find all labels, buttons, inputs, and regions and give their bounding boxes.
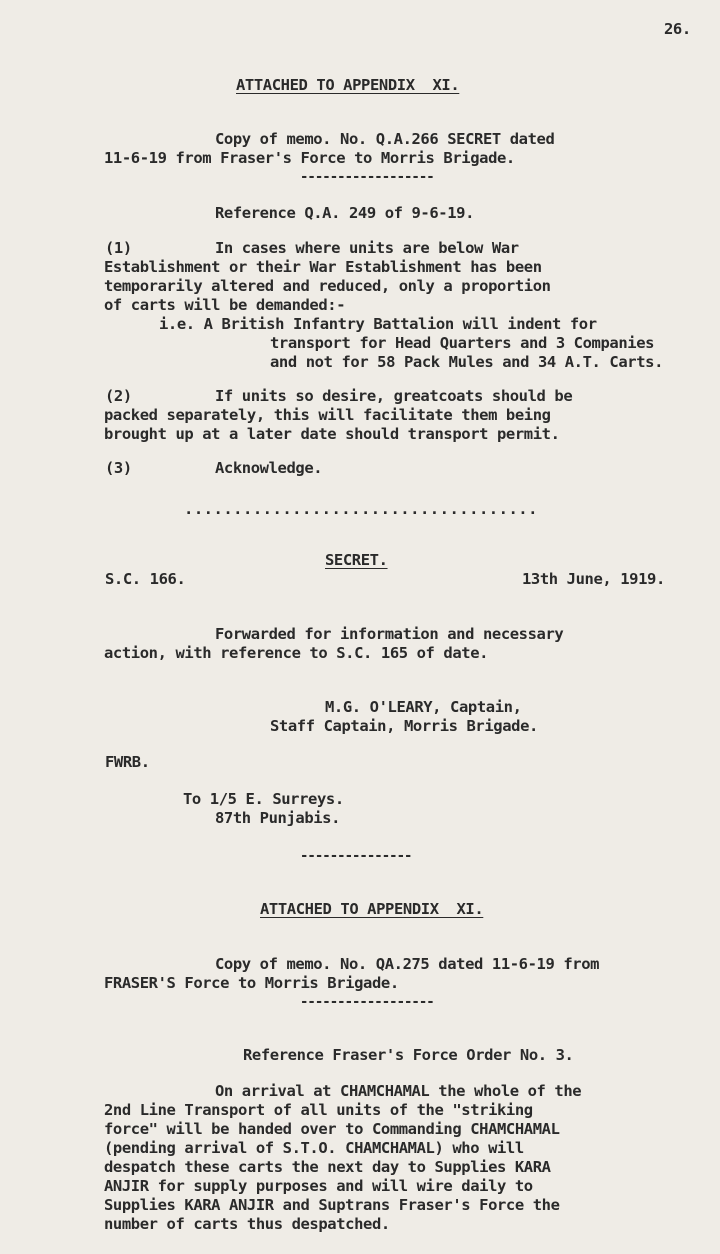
section2-fwrb: FWRB. xyxy=(105,753,150,771)
section2-to-line1: To 1/5 E. Surreys. xyxy=(183,790,344,808)
section3-body-line7: Supplies KARA ANJIR and Suptrans Fraser's Force the xyxy=(104,1196,560,1214)
section3-rule: ------------------ xyxy=(300,994,434,1010)
section3-reference: Reference Fraser's Force Order No. 3. xyxy=(243,1046,574,1064)
section2-signature-line1: M.G. O'LEARY, Captain, xyxy=(325,698,522,716)
section1-dotted-rule: .................................... xyxy=(184,500,538,518)
section1-p1-ie-line2: transport for Head Quarters and 3 Companies xyxy=(270,334,655,352)
section2-rule: --------------- xyxy=(300,848,412,864)
section2-to-line2: 87th Punjabis. xyxy=(215,809,341,827)
page-number: 26. xyxy=(664,20,691,38)
section2-body-line1: Forwarded for information and necessary xyxy=(215,625,564,643)
section1-p1-line2: Establishment or their War Establishment has been xyxy=(104,258,542,276)
section1-p1-line1: In cases where units are below War xyxy=(215,239,519,257)
section3-body-line2: 2nd Line Transport of all units of the "striking xyxy=(104,1101,533,1119)
section3-body-line6: ANJIR for supply purposes and will wire daily to xyxy=(104,1177,533,1195)
section3-body-line3: force" will be handed over to Commanding CHAMCHAMAL xyxy=(104,1120,560,1138)
section2-signature-line2: Staff Captain, Morris Brigade. xyxy=(270,717,538,735)
section2-ref: S.C. 166. xyxy=(105,570,186,588)
section1-heading: ATTACHED TO APPENDIX XI. xyxy=(236,76,460,94)
section1-rule: ------------------ xyxy=(300,169,434,185)
section2-date: 13th June, 1919. xyxy=(522,570,665,588)
section3-body-line4: (pending arrival of S.T.O. CHAMCHAMAL) who will xyxy=(104,1139,524,1157)
section1-p2-line3: brought up at a later date should transport permit. xyxy=(104,425,560,443)
section3-body-line1: On arrival at CHAMCHAMAL the whole of the xyxy=(215,1082,582,1100)
section1-p1-ie-line1: i.e. A British Infantry Battalion will indent for xyxy=(159,315,597,333)
section2-heading: SECRET. xyxy=(325,551,388,569)
section3-heading: ATTACHED TO APPENDIX XI. xyxy=(260,900,484,918)
section1-p2-line1: If units so desire, greatcoats should be xyxy=(215,387,573,405)
section1-p2-line2: packed separately, this will facilitate them being xyxy=(104,406,551,424)
section1-p2-number: (2) xyxy=(105,387,132,405)
section1-reference: Reference Q.A. 249 of 9-6-19. xyxy=(215,204,475,222)
section1-intro-line2: 11-6-19 from Fraser's Force to Morris Brigade. xyxy=(104,149,515,167)
section1-p1-line3: temporarily altered and reduced, only a proportion xyxy=(104,277,551,295)
section2-body-line2: action, with reference to S.C. 165 of date. xyxy=(104,644,489,662)
section1-intro-line1: Copy of memo. No. Q.A.266 SECRET dated xyxy=(215,130,555,148)
section1-p3-number: (3) xyxy=(105,459,132,477)
section3-body-line8: number of carts thus despatched. xyxy=(104,1215,390,1233)
section1-p1-line4: of carts will be demanded:- xyxy=(104,296,346,314)
section1-p1-number: (1) xyxy=(105,239,132,257)
section3-intro-line1: Copy of memo. No. QA.275 dated 11-6-19 from xyxy=(215,955,600,973)
section3-intro-line2: FRASER'S Force to Morris Brigade. xyxy=(104,974,399,992)
section1-p1-ie-line3: and not for 58 Pack Mules and 34 A.T. Carts. xyxy=(270,353,663,371)
section1-p3-text: Acknowledge. xyxy=(215,459,323,477)
section3-body-line5: despatch these carts the next day to Supplies KARA xyxy=(104,1158,551,1176)
